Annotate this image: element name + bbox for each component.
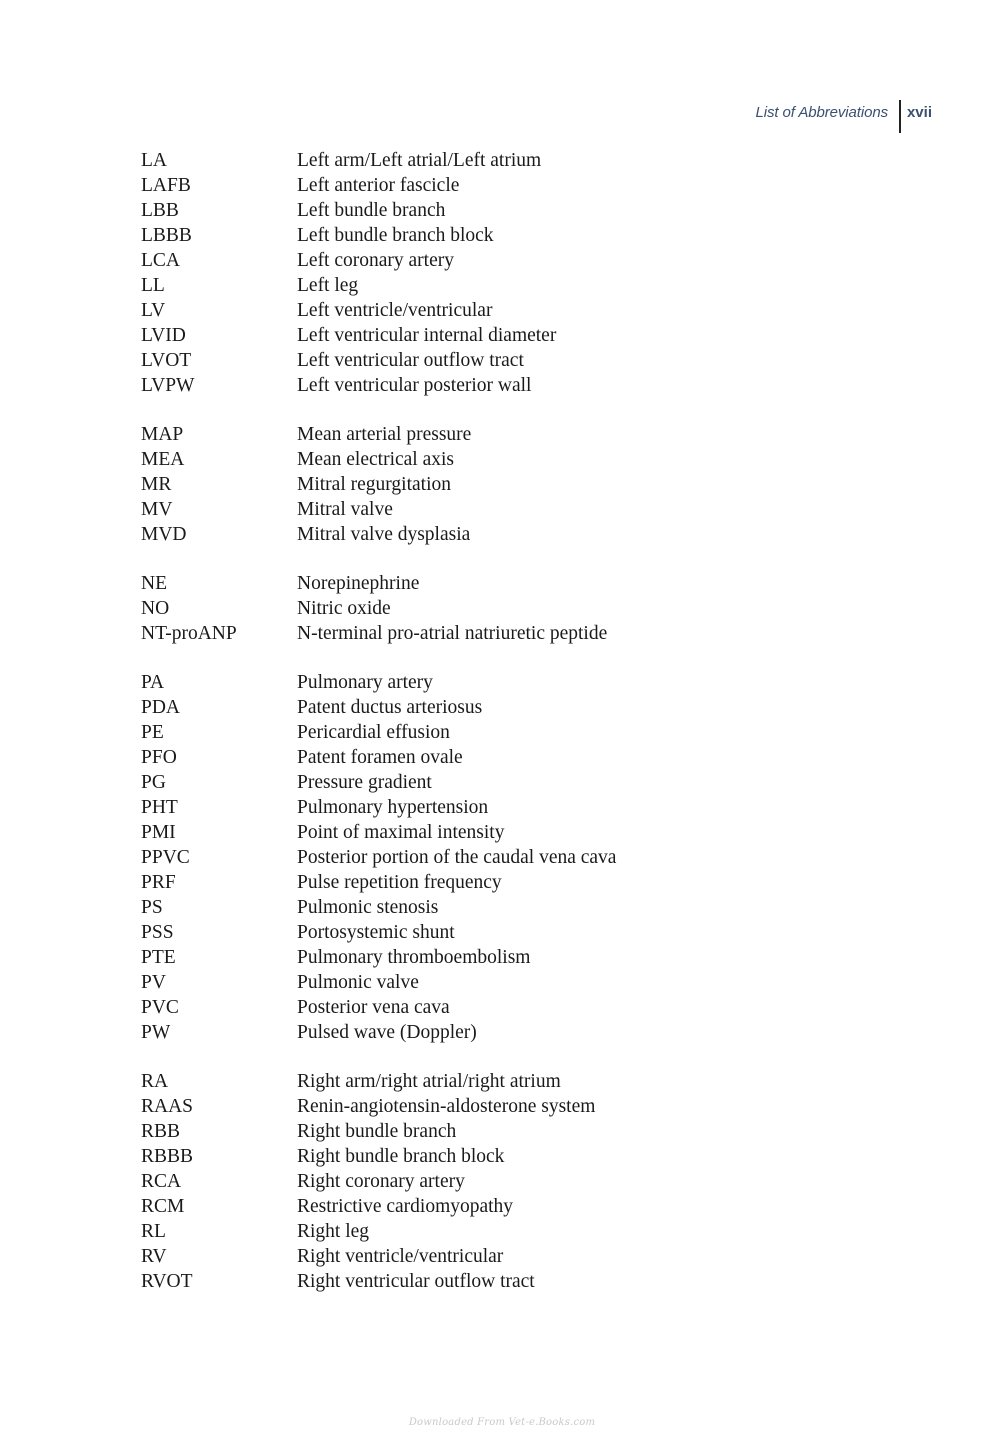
- abbreviation-entry: [141, 1020, 861, 1045]
- abbreviation-definition: Mitral regurgitation: [297, 474, 451, 495]
- abbreviation-term: LVPW: [141, 375, 195, 396]
- abbreviation-entry: [141, 945, 861, 970]
- page-number: xvii: [906, 104, 932, 121]
- abbreviation-entry: [141, 248, 861, 273]
- abbreviation-definition: Right bundle branch block: [297, 1146, 505, 1167]
- abbreviation-definition: Posterior portion of the caudal vena cava: [297, 847, 617, 868]
- abbreviation-term: RBB: [141, 1121, 181, 1142]
- abbreviation-definition: Pulmonary artery: [297, 672, 433, 693]
- abbreviation-entry: [141, 621, 861, 646]
- abbreviation-term: PE: [141, 722, 164, 743]
- abbreviation-term: LA: [141, 150, 167, 171]
- group-spacer: [141, 547, 861, 571]
- abbreviation-term: NE: [141, 573, 167, 594]
- abbreviation-term: PDA: [141, 697, 181, 718]
- abbreviation-entry: [141, 1244, 861, 1269]
- abbreviation-term: LBB: [141, 200, 179, 221]
- running-title: List of Abbreviations: [756, 100, 901, 133]
- abbreviation-term: PFO: [141, 747, 177, 768]
- abbreviation-term: LBBB: [141, 225, 192, 246]
- abbreviation-definition: Left ventricular internal diameter: [297, 325, 557, 346]
- abbreviation-definition: Right ventricular outflow tract: [297, 1271, 535, 1292]
- abbreviation-definition: Pericardial effusion: [297, 722, 450, 743]
- abbreviation-entry: [141, 223, 861, 248]
- abbreviation-entry: [141, 273, 861, 298]
- group-spacer: [141, 398, 861, 422]
- abbreviation-entry: [141, 1169, 861, 1194]
- abbreviation-definition: Left ventricular posterior wall: [297, 375, 532, 396]
- abbreviation-definition: Pulmonary hypertension: [297, 797, 489, 818]
- abbreviation-definition: Nitric oxide: [297, 598, 391, 619]
- abbreviation-definition: Patent ductus arteriosus: [297, 697, 483, 718]
- abbreviation-entry: [141, 596, 861, 621]
- abbreviation-entry: [141, 995, 861, 1020]
- abbreviation-definition: Right coronary artery: [297, 1171, 465, 1192]
- abbreviation-definition: Point of maximal intensity: [297, 822, 505, 843]
- abbreviation-entry: [141, 472, 861, 497]
- abbreviation-term: LVID: [141, 325, 186, 346]
- abbreviation-definition: Right leg: [297, 1221, 370, 1242]
- abbreviation-entry: [141, 1269, 861, 1294]
- abbreviation-entry: [141, 795, 861, 820]
- download-watermark: Downloaded From Vet-e.Books.com: [408, 1417, 596, 1428]
- abbreviation-entry: [141, 970, 861, 995]
- abbreviation-term: PA: [141, 672, 165, 693]
- abbreviation-definition: Pressure gradient: [297, 772, 432, 793]
- abbreviation-entry: [141, 447, 861, 472]
- abbreviation-entry: [141, 1094, 861, 1119]
- abbreviation-term: RL: [141, 1221, 166, 1242]
- abbreviation-definition: Restrictive cardiomyopathy: [297, 1196, 514, 1217]
- abbreviation-entry: [141, 720, 861, 745]
- abbreviation-entry: [141, 323, 861, 348]
- abbreviation-term: LL: [141, 275, 165, 296]
- abbreviation-entry: [141, 173, 861, 198]
- abbreviation-definition: Right arm/right atrial/right atrium: [297, 1071, 561, 1092]
- abbreviation-term: PTE: [141, 947, 176, 968]
- abbreviation-entry: [141, 1119, 861, 1144]
- abbreviation-definition: Right bundle branch: [297, 1121, 457, 1142]
- abbreviation-term: LV: [141, 300, 166, 321]
- abbreviation-entry: [141, 820, 861, 845]
- group-spacer: [141, 1045, 861, 1069]
- abbreviation-term: RCM: [141, 1196, 185, 1217]
- abbreviation-term: RCA: [141, 1171, 182, 1192]
- abbreviation-definition: Posterior vena cava: [297, 997, 450, 1018]
- abbreviation-definition: Mean electrical axis: [297, 449, 454, 470]
- abbreviation-entry: [141, 745, 861, 770]
- abbreviation-entry: [141, 497, 861, 522]
- abbreviation-term: MR: [141, 474, 172, 495]
- abbreviation-entry: [141, 571, 861, 596]
- abbreviation-term: LAFB: [141, 175, 191, 196]
- abbreviation-definition: Patent foramen ovale: [297, 747, 463, 768]
- abbreviation-term: PRF: [141, 872, 176, 893]
- abbreviation-term: PV: [141, 972, 166, 993]
- abbreviation-definition: Norepinephrine: [297, 573, 420, 594]
- abbreviation-definition: Left coronary artery: [297, 250, 454, 271]
- group-spacer: [141, 646, 861, 670]
- abbreviation-term: MEA: [141, 449, 185, 470]
- abbreviation-term: MV: [141, 499, 173, 520]
- abbreviation-term: RV: [141, 1246, 167, 1267]
- abbreviation-entry: [141, 1194, 861, 1219]
- abbreviation-entry: [141, 895, 861, 920]
- abbreviation-term: PG: [141, 772, 166, 793]
- abbreviation-definition: Right ventricle/ventricular: [297, 1246, 504, 1267]
- abbreviation-term: MAP: [141, 424, 184, 445]
- abbreviation-definition: Left leg: [297, 275, 359, 296]
- abbreviation-entry: [141, 1069, 861, 1094]
- running-header: [600, 100, 932, 137]
- abbreviation-definition: Left bundle branch block: [297, 225, 494, 246]
- abbreviation-entry: [141, 422, 861, 447]
- abbreviation-definition: Pulmonary thromboembolism: [297, 947, 531, 968]
- abbreviation-entry: [141, 298, 861, 323]
- abbreviation-definition: Left bundle branch: [297, 200, 446, 221]
- abbreviation-entry: [141, 870, 861, 895]
- abbreviation-entry: [141, 348, 861, 373]
- abbreviation-term: PW: [141, 1022, 171, 1043]
- abbreviation-entry: [141, 1219, 861, 1244]
- abbreviation-definition: Left anterior fascicle: [297, 175, 460, 196]
- abbreviation-entry: [141, 695, 861, 720]
- abbreviation-definition: Left ventricular outflow tract: [297, 350, 524, 371]
- abbreviation-term: RA: [141, 1071, 169, 1092]
- abbreviation-term: PPVC: [141, 847, 190, 868]
- abbreviation-definition: Mitral valve dysplasia: [297, 524, 471, 545]
- abbreviation-definition: Pulsed wave (Doppler): [297, 1022, 477, 1043]
- abbreviation-term: PS: [141, 897, 163, 918]
- abbreviation-definition: Renin-angiotensin-aldosterone system: [297, 1096, 596, 1117]
- abbreviation-term: NO: [141, 598, 170, 619]
- abbreviation-term: RVOT: [141, 1271, 193, 1292]
- abbreviation-entry: [141, 845, 861, 870]
- abbreviation-term: PMI: [141, 822, 176, 843]
- abbreviation-entry: [141, 670, 861, 695]
- abbreviation-entry: [141, 148, 861, 173]
- abbreviation-definition: Pulse repetition frequency: [297, 872, 502, 893]
- abbreviation-term: RAAS: [141, 1096, 194, 1117]
- abbreviation-entry: [141, 1144, 861, 1169]
- abbreviation-term: MVD: [141, 524, 187, 545]
- abbreviation-definition: Left ventricle/ventricular: [297, 300, 493, 321]
- abbreviation-definition: Portosystemic shunt: [297, 922, 455, 943]
- abbreviation-entry: [141, 770, 861, 795]
- abbreviation-term: LVOT: [141, 350, 192, 371]
- abbreviation-definition: Mitral valve: [297, 499, 393, 520]
- abbreviation-term: NT-proANP: [141, 623, 237, 644]
- abbreviation-definition: N-terminal pro-atrial natriuretic peptide: [297, 623, 608, 644]
- abbreviation-definition: Pulmonic valve: [297, 972, 419, 993]
- abbreviation-definition: Mean arterial pressure: [297, 424, 472, 445]
- abbreviation-entry: [141, 198, 861, 223]
- abbreviation-term: PHT: [141, 797, 178, 818]
- abbreviation-term: RBBB: [141, 1146, 194, 1167]
- abbreviation-term: PVC: [141, 997, 179, 1018]
- abbreviation-term: PSS: [141, 922, 174, 943]
- abbreviation-entry: [141, 522, 861, 547]
- abbreviation-term: LCA: [141, 250, 180, 271]
- abbreviation-entry: [141, 920, 861, 945]
- abbreviation-list: [141, 148, 861, 1294]
- abbreviation-definition: Left arm/Left atrial/Left atrium: [297, 150, 542, 171]
- abbreviation-entry: [141, 373, 861, 398]
- abbreviation-definition: Pulmonic stenosis: [297, 897, 439, 918]
